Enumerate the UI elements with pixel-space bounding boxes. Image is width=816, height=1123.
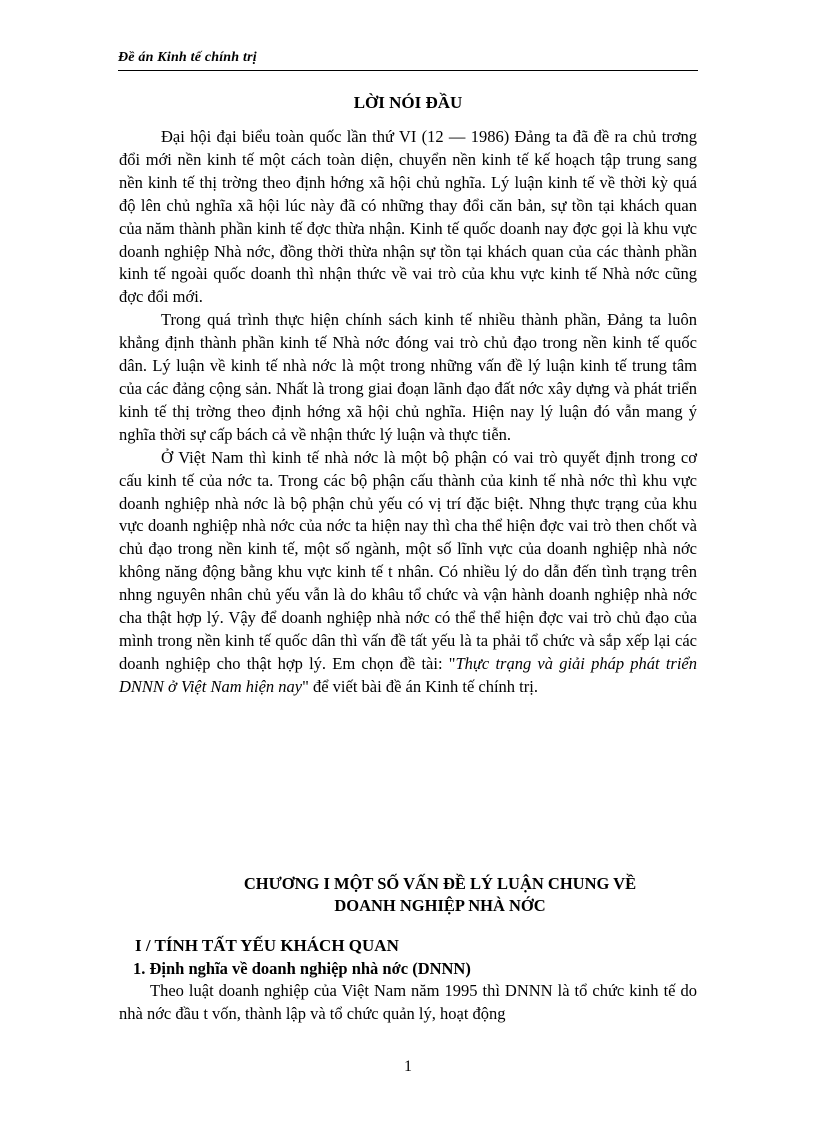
page-number: 1 — [404, 1058, 412, 1075]
paragraph-1: Đại hội đại biểu toàn quốc lần thứ VI (12 — 1986) Đảng ta đã đề ra chủ trơng đổi mới nền kinh tế một cách toàn diện, chuyển nền kinh tế kế hoạch tập trung sang nền kinh tế thị trờng theo định hớng xã hội chủ nghĩa. Lý luận kinh tế về thời kỳ quá độ lên chủ nghĩa xã hội lúc này đã có những thay đổi căn bản, sự tồn tại khách quan của năm thành phần kinh tế đợc thừa nhận. Kinh tế quốc doanh nay đợc gọi là khu vực doanh nghiệp Nhà nớc, đồng thời thừa nhận sự tồn tại khách quan của các thành phần kinh tế ngoài quốc doanh thì nhận thức về vai trò của khu vực kinh tế Nhà nớc cũng đợc đổi mới. — [119, 127, 697, 307]
paragraph-3-ending: " để viết bài đề án Kinh tế chính trị. — [302, 676, 538, 696]
definition-paragraph: Theo luật doanh nghiệp của Việt Nam năm 1995 thì DNNN là tổ chức kinh tế do nhà nớc đầu t vốn, thành lập và tổ chức quản lý, hoạt động — [119, 981, 697, 1023]
section-heading: I / TÍNH TẤT YẾU KHÁCH QUAN — [135, 936, 399, 955]
subsection-heading: 1. Định nghĩa về doanh nghiệp nhà nớc (DNNN) — [133, 959, 471, 978]
page-title: LỜI NÓI ĐẦU — [353, 93, 463, 112]
chapter-heading — [150, 873, 730, 917]
running-header — [118, 50, 698, 71]
topic-title: Thực trạng và giải pháp phát triển DNNN ở Việt Nam hiện nay — [119, 653, 697, 696]
intro-section — [119, 126, 697, 699]
paragraph-3 — [119, 447, 697, 699]
paragraph-3-text: Ở Việt Nam thì kinh tế nhà nớc là một bộ phận có vai trò quyết định trong cơ cấu kinh tế của nớc ta. Trong các bộ phận cấu thành của kinh tế nhà nớc thì khu vực doanh nghiệp nhà nớc là bộ phận chủ yếu có vị trí đặc biệt. Nhng thực trạng của khu vực doanh nghiệp nhà nớc của nớc ta hiện nay thì cha thể hiện đợc vai trò then chốt và chủ đạo trong nền kinh tế, một số ngành, một số lĩnh vực của doanh nghiệp nhà nớc không năng động bằng khu vực kinh tế t nhân. Có nhiều lý do dẫn đến tình trạng trên nhng nguyên nhân chủ yếu vẫn là do khâu tổ chức và vận hành doanh nghiệp nhà nớc cha thật hợp lý. Vậy để doanh nghiệp nhà nớc có thể thể hiện đợc vai trò chủ đạo của mình trong nền kinh tế quốc dân thì vấn đề tất yếu là ta phải tổ chức và sắp xếp lại các doanh nghiệp cho thật hợp lý. Em chọn đề tài: " — [119, 447, 697, 673]
definition-section — [119, 980, 697, 1026]
header-title: Đề án Kinh tế chính trị — [118, 50, 257, 65]
chapter-heading-line-1: CHƯƠNG I MỘT SỐ VẤN ĐỀ LÝ LUẬN CHUNG VỀ — [243, 874, 637, 893]
paragraph-2: Trong quá trình thực hiện chính sách kinh tế nhiều thành phần, Đảng ta luôn khẳng định thành phần kinh tế Nhà nớc đóng vai trò chủ đạo trong nền kinh tế quốc dân. Lý luận về kinh tế nhà nớc là một trong những vấn đề lý luận kinh tế trung tâm của các đảng cộng sản. Nhất là trong giai đoạn lãnh đạo đất nớc xây dựng và phát triển kinh tế thị trờng theo định hớng xã hội chủ nghĩa. Hiện nay lý luận đó vẫn mang ý nghĩa thời sự cấp bách cả về nhận thức lý luận và thực tiễn. — [119, 310, 697, 444]
chapter-heading-line-2: DOANH NGHIỆP NHÀ NỚC — [334, 896, 546, 915]
